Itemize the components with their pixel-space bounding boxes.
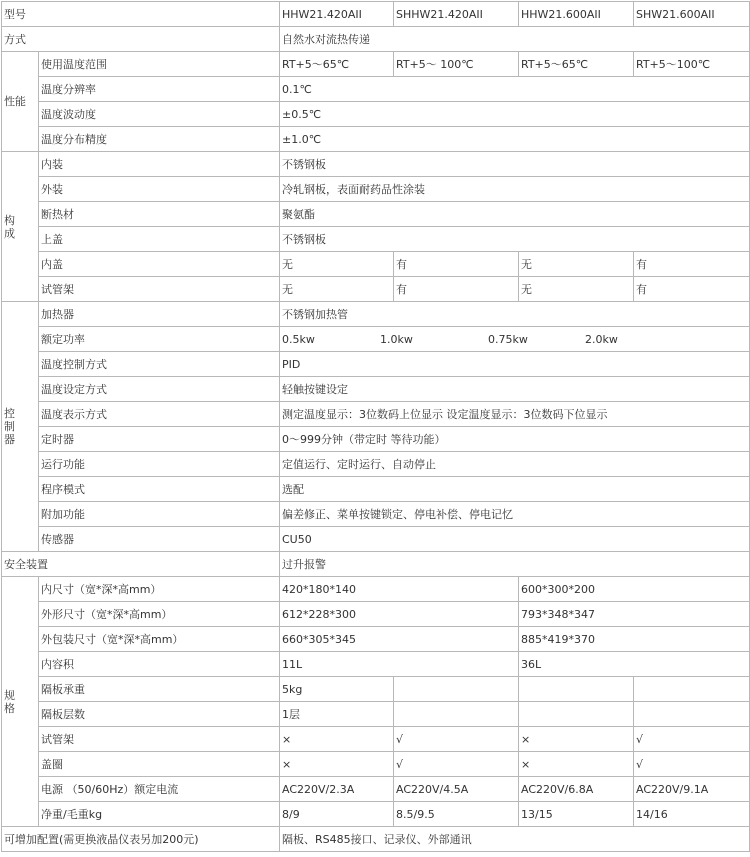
options-value: 隔板、RS485接口、记录仪、外部通讯 <box>280 827 750 852</box>
temp-range-label: 使用温度范围 <box>39 52 280 77</box>
specs-char-2: 格 <box>4 701 15 715</box>
safety-value: 过升报警 <box>280 552 750 577</box>
heater-label: 加热器 <box>39 302 280 327</box>
control-method-row <box>2 352 750 377</box>
top-cover-row <box>2 227 750 252</box>
top-cover-label: 上盖 <box>39 227 280 252</box>
program-value: 选配 <box>280 477 750 502</box>
heater-value: 不锈钢加热管 <box>280 302 750 327</box>
spec-tube-rack-label: 试管架 <box>39 727 280 752</box>
model-label: 型号 <box>2 2 280 27</box>
shelf-load-row <box>2 677 750 702</box>
cover-ring-label: 盖圈 <box>39 752 280 777</box>
spec-tube-rack-row <box>2 727 750 752</box>
tube-rack-row <box>2 277 750 302</box>
pack-size-420: 660*305*345 <box>280 627 519 652</box>
temp-range-3: RT+5～65℃ <box>519 52 634 77</box>
model-2: SHHW21.420AII <box>394 2 519 27</box>
control-char-3: 器 <box>4 433 15 446</box>
cover-ring-3: × <box>519 752 634 777</box>
sensor-value: CU50 <box>280 527 750 552</box>
current-2: AC220V/4.5A <box>394 777 519 802</box>
setting-method-label: 温度设定方式 <box>39 377 280 402</box>
uniformity-label: 温度分布精度 <box>39 127 280 152</box>
outer-size-420: 612*228*300 <box>280 602 519 627</box>
specs-category <box>2 577 39 827</box>
control-method-label: 温度控制方式 <box>39 352 280 377</box>
inner-cover-2: 有 <box>394 252 519 277</box>
extra-row <box>2 502 750 527</box>
power-label: 额定功率 <box>39 327 280 352</box>
pack-size-600: 885*419*370 <box>519 627 750 652</box>
temp-range-2: RT+5～ 100℃ <box>394 52 519 77</box>
weight-row <box>2 802 750 827</box>
temp-range-4: RT+5～100℃ <box>634 52 750 77</box>
shelf-load-label: 隔板承重 <box>39 677 280 702</box>
model-3: HHW21.600AII <box>519 2 634 27</box>
outer-size-600: 793*348*347 <box>519 602 750 627</box>
control-char-1: 控 <box>4 407 15 420</box>
tube-rack-label: 试管架 <box>39 277 280 302</box>
weight-4: 14/16 <box>634 802 750 827</box>
performance-category: 性能 <box>2 52 39 152</box>
control-char-2: 制 <box>4 420 15 433</box>
spec-tube-rack-3: × <box>519 727 634 752</box>
current-label: 电源 （50/60Hz）额定电流 <box>39 777 280 802</box>
program-row <box>2 477 750 502</box>
spec-tube-rack-2: √ <box>394 727 519 752</box>
volume-600: 36L <box>519 652 750 677</box>
shelf-count-value: 1层 <box>280 702 394 727</box>
weight-label: 净重/毛重kg <box>39 802 280 827</box>
sensor-label: 传感器 <box>39 527 280 552</box>
shelf-load-empty-4 <box>634 677 750 702</box>
model-row <box>2 2 750 27</box>
extra-value: 偏差修正、菜单按键锁定、停电补偿、停电记忆 <box>280 502 750 527</box>
pack-size-row <box>2 627 750 652</box>
options-label: 可增加配置(需更换液晶仪表另加200元) <box>2 827 280 852</box>
outer-row <box>2 177 750 202</box>
inner-size-label: 内尺寸（宽*深*高mm） <box>39 577 280 602</box>
options-row <box>2 827 750 852</box>
power-1: 0.5kw <box>282 332 315 346</box>
shelf-count-row <box>2 702 750 727</box>
volume-420: 11L <box>280 652 519 677</box>
resolution-label: 温度分辨率 <box>39 77 280 102</box>
spec-tube-rack-4: √ <box>634 727 750 752</box>
display-method-value: 测定温度显示：3位数码上位显示 设定温度显示：3位数码下位显示 <box>280 402 750 427</box>
construction-char-2: 成 <box>4 226 15 240</box>
cover-ring-4: √ <box>634 752 750 777</box>
insulation-label: 断热材 <box>39 202 280 227</box>
method-label: 方式 <box>2 27 280 52</box>
resolution-value: 0.1℃ <box>280 77 750 102</box>
resolution-row <box>2 77 750 102</box>
inner-label: 内装 <box>39 152 280 177</box>
model-4: SHW21.600AII <box>634 2 750 27</box>
cover-ring-row <box>2 752 750 777</box>
timer-value: 0～999分钟（带定时 等待功能） <box>280 427 750 452</box>
shelf-count-empty-2 <box>394 702 519 727</box>
pack-size-label: 外包装尺寸（宽*深*高mm） <box>39 627 280 652</box>
power-row <box>2 327 750 352</box>
construction-char-1: 构 <box>4 213 15 227</box>
weight-3: 13/15 <box>519 802 634 827</box>
fluctuation-label: 温度波动度 <box>39 102 280 127</box>
display-method-label: 温度表示方式 <box>39 402 280 427</box>
display-method-row <box>2 402 750 427</box>
inner-size-420: 420*180*140 <box>280 577 519 602</box>
fluctuation-row <box>2 102 750 127</box>
fluctuation-value: ±0.5℃ <box>280 102 750 127</box>
insulation-value: 聚氨酯 <box>280 202 750 227</box>
timer-row <box>2 427 750 452</box>
operation-value: 定值运行、定时运行、自动停止 <box>280 452 750 477</box>
sensor-row <box>2 527 750 552</box>
operation-row <box>2 452 750 477</box>
setting-method-row <box>2 377 750 402</box>
power-4: 2.0kw <box>585 332 618 346</box>
safety-label: 安全装置 <box>2 552 280 577</box>
current-3: AC220V/6.8A <box>519 777 634 802</box>
cover-ring-2: √ <box>394 752 519 777</box>
current-1: AC220V/2.3A <box>280 777 394 802</box>
construction-category <box>2 152 39 302</box>
weight-1: 8/9 <box>280 802 394 827</box>
weight-2: 8.5/9.5 <box>394 802 519 827</box>
outer-size-label: 外形尺寸（宽*深*高mm） <box>39 602 280 627</box>
safety-row <box>2 552 750 577</box>
temp-range-row <box>2 52 750 77</box>
volume-label: 内容积 <box>39 652 280 677</box>
top-cover-value: 不锈钢板 <box>280 227 750 252</box>
current-4: AC220V/9.1A <box>634 777 750 802</box>
inner-cover-row <box>2 252 750 277</box>
cover-ring-1: × <box>280 752 394 777</box>
tube-rack-3: 无 <box>519 277 634 302</box>
power-values <box>280 327 750 352</box>
spec-table <box>1 1 750 852</box>
shelf-count-empty-3 <box>519 702 634 727</box>
uniformity-value: ±1.0℃ <box>280 127 750 152</box>
control-method-value: PID <box>280 352 750 377</box>
operation-label: 运行功能 <box>39 452 280 477</box>
current-row <box>2 777 750 802</box>
inner-cover-label: 内盖 <box>39 252 280 277</box>
program-label: 程序模式 <box>39 477 280 502</box>
inner-size-600: 600*300*200 <box>519 577 750 602</box>
timer-label: 定时器 <box>39 427 280 452</box>
tube-rack-1: 无 <box>280 277 394 302</box>
specs-char-1: 规 <box>4 688 15 702</box>
inner-row <box>2 152 750 177</box>
outer-value: 冷轧钢板，表面耐药品性涂装 <box>280 177 750 202</box>
shelf-load-empty-3 <box>519 677 634 702</box>
inner-value: 不锈钢板 <box>280 152 750 177</box>
power-3: 0.75kw <box>488 332 528 346</box>
shelf-load-value: 5kg <box>280 677 394 702</box>
uniformity-row <box>2 127 750 152</box>
inner-cover-3: 无 <box>519 252 634 277</box>
outer-size-row <box>2 602 750 627</box>
method-value: 自然水对流热传递 <box>280 27 750 52</box>
inner-cover-4: 有 <box>634 252 750 277</box>
shelf-count-label: 隔板层数 <box>39 702 280 727</box>
power-2: 1.0kw <box>380 332 413 346</box>
setting-method-value: 轻触按键设定 <box>280 377 750 402</box>
spec-tube-rack-1: × <box>280 727 394 752</box>
inner-cover-1: 无 <box>280 252 394 277</box>
insulation-row <box>2 202 750 227</box>
temp-range-1: RT+5～65℃ <box>280 52 394 77</box>
shelf-load-empty-2 <box>394 677 519 702</box>
inner-size-row <box>2 577 750 602</box>
model-1: HHW21.420AII <box>280 2 394 27</box>
shelf-count-empty-4 <box>634 702 750 727</box>
extra-label: 附加功能 <box>39 502 280 527</box>
control-category <box>2 302 39 552</box>
tube-rack-2: 有 <box>394 277 519 302</box>
outer-label: 外装 <box>39 177 280 202</box>
volume-row <box>2 652 750 677</box>
method-row <box>2 27 750 52</box>
heater-row <box>2 302 750 327</box>
tube-rack-4: 有 <box>634 277 750 302</box>
